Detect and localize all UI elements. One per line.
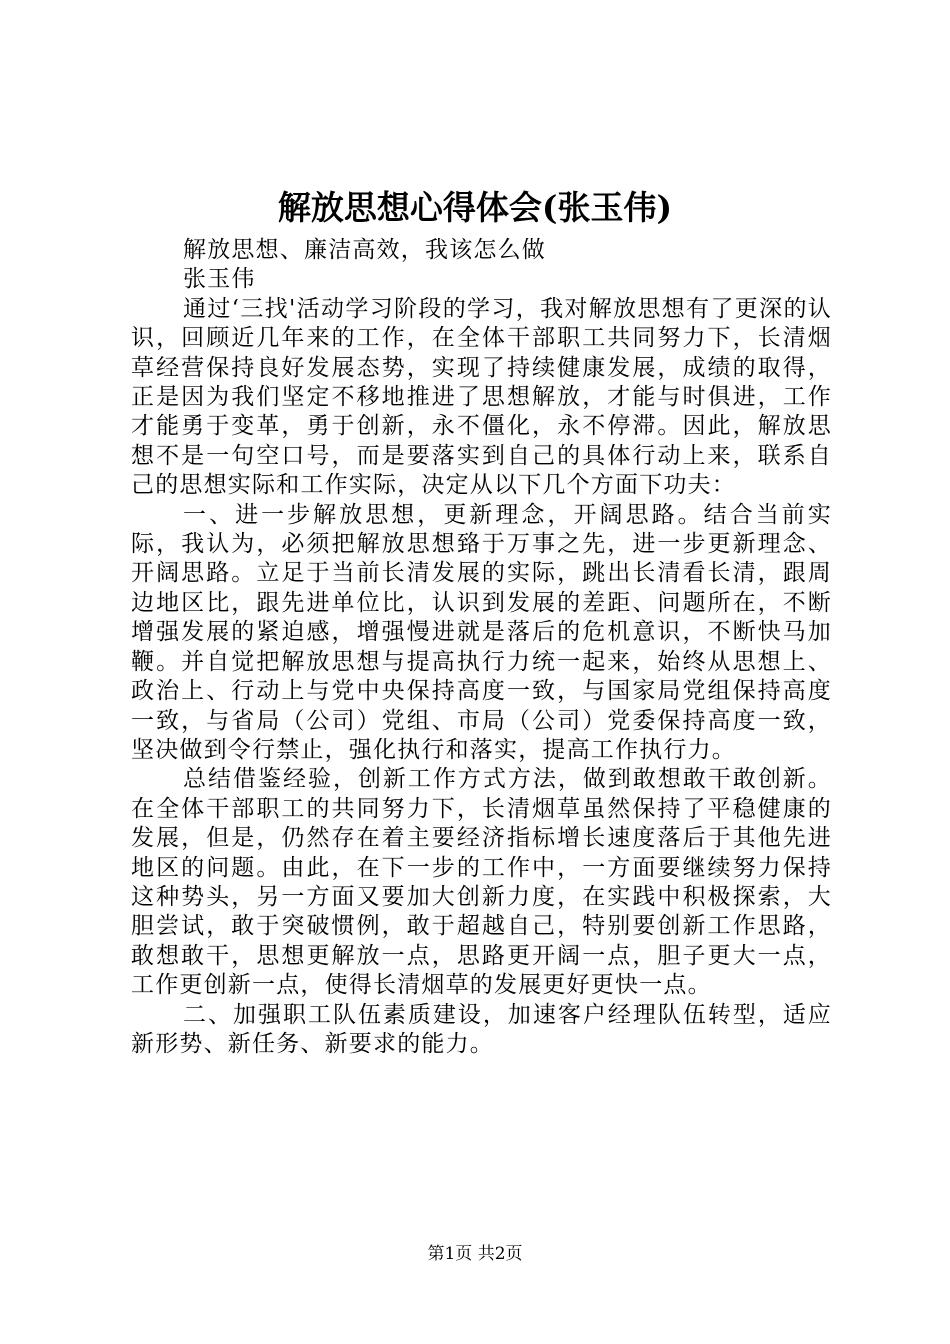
experience-paragraph: 总结借鉴经验，创新工作方式方法，做到敢想敢干敢创新。在全体干部职工的共同努力下，长清烟草虽然保持了平稳健康的发展，但是，仍然存在着主要经济指标增长速度落后于其他先进地区的问题。由此，在下一步的工作中，一方面要继续努力保持这种势头，另一方面又要加大创新力度，在实践中积极探索，大胆尝试，敢于突破惯例，敢于超越自己，特别要创新工作思路，敢想敢干，思想更解放一点，思路更开阔一点，胆子更大一点，工作更创新一点，使得长清烟草的发展更好更快一点。 — [131, 766, 832, 999]
intro-paragraph: 通过‘三找'活动学习阶段的学习，我对解放思想有了更深的认识，回顾近几年来的工作，在全体干部职工共同努力下，长清烟草经营保持良好发展态势，实现了持续健康发展，成绩的取得，正是因为我们坚定不移地推进了思想解放，才能与时俱进，工作才能勇于变革，勇于创新，永不僵化，永不停滞。因此，解放思想不是一句空口号，而是要落实到自己的具体行动上来，联系自己的思想实际和工作实际，决定从以下几个方面下功夫： — [131, 295, 832, 499]
section-two-paragraph: 二、加强职工队伍素质建设，加速客户经理队伍转型，适应新形势、新任务、新要求的能力。 — [131, 1001, 832, 1057]
subtitle-paragraph: 解放思想、廉洁高效，我该怎么做 — [183, 237, 546, 263]
document-title: 解放思想心得体会(张玉伟) — [277, 188, 673, 227]
author-paragraph: 张玉伟 — [183, 266, 256, 293]
page-footer: 第1页 共2页 — [427, 1244, 523, 1264]
section-one-paragraph: 一、进一步解放思想，更新理念，开阔思路。结合当前实际，我认为，必须把解放思想臵于万事之先，进一步更新理念、开阔思路。立足于当前长清发展的实际，跳出长清看长清，跟周边地区比，跟先进单位比，认识到发展的差距、问题所在，不断增强发展的紧迫感，增强慢进就是落后的危机意识，不断快马加鞭。并自觉把解放思想与提高执行力统一起来，始终从思想上、政治上、行动上与党中央保持高度一致，与国家局党组保持高度一致，与省局（公司）党组、市局（公司）党委保持高度一致，坚决做到令行禁止，强化执行和落实，提高工作执行力。 — [131, 501, 832, 763]
document-body — [131, 236, 832, 1059]
